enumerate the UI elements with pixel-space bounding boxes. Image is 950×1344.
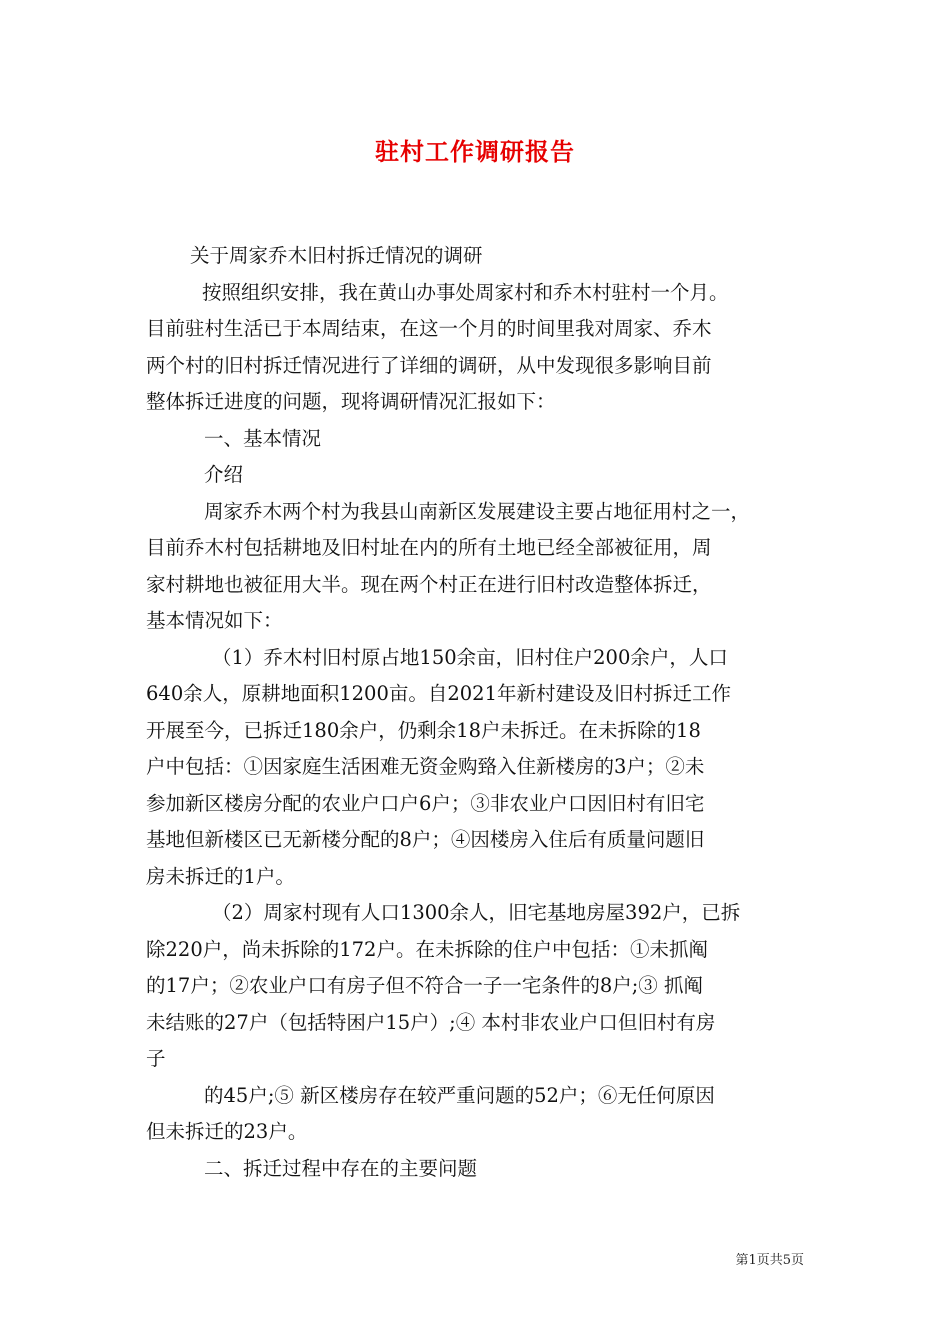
document-body [146, 238, 826, 1187]
paragraph-line: 户中包括：①因家庭生活困难无资金购臵入住新楼房的3户；②未 [146, 755, 705, 778]
paragraph-line: 按照组织安排，我在黄山办事处周家村和乔木村驻村一个月。 [202, 280, 729, 304]
paragraph-line: 除220户，尚未拆除的172户。在未拆除的住户中包括：①未抓阄 [146, 937, 708, 961]
paragraph-line: 开展至今，已拆迁180余户，仍剩余18户未拆迁。在未拆除的18 [146, 718, 701, 742]
paragraph-line: 未结账的27户（包括特困户15户）;④ 本村非农业户口但旧村有房 [146, 1010, 716, 1034]
paragraph-line: （1）乔木村旧村原占地150余亩，旧村住户200余户，人口 [212, 645, 728, 669]
paragraph-line: 房未拆迁的1户。 [146, 864, 295, 888]
section-heading: 一、基本情况 [204, 426, 322, 450]
paragraph-line: 但未拆迁的23户。 [146, 1120, 308, 1143]
paragraph-line: 两个村的旧村拆迁情况进行了详细的调研，从中发现很多影响目前 [146, 353, 712, 377]
page-number: 第1页共5页 [735, 1253, 804, 1268]
paragraph-line: （2）周家村现有人口1300余人，旧宅基地房屋392户，已拆 [212, 901, 741, 924]
paragraph-line: 的45户;⑤ 新区楼房存在较严重问题的52户；⑥无任何原因 [204, 1083, 715, 1107]
paragraph-line: 周家乔木两个村为我县山南新区发展建设主要占地征用村之一， [204, 499, 751, 523]
document-title: 驻村工作调研报告 [375, 137, 575, 166]
paragraph-line: 目前乔木村包括耕地及旧村址在内的所有土地已经全部被征用，周 [146, 536, 712, 559]
paragraph-line: 640余人，原耕地面积1200亩。自2021年新村建设及旧村拆迁工作 [146, 682, 731, 705]
paragraph-line: 基地但新楼区已无新楼分配的8户；④因楼房入住后有质量问题旧 [146, 828, 705, 851]
paragraph-line: 的17户；②农业户口有房子但不符合一子一宅条件的8户;③ 抓阄 [146, 974, 703, 997]
paragraph-line: 参加新区楼房分配的农业户口户6户；③非农业户口因旧村有旧宅 [146, 791, 705, 815]
subtitle-line: 关于周家乔木旧村拆迁情况的调研 [190, 244, 483, 267]
paragraph-line: 整体拆迁进度的问题，现将调研情况汇报如下： [146, 390, 556, 413]
section-heading: 介绍 [204, 463, 244, 486]
paragraph-line: 家村耕地也被征用大半。现在两个村正在进行旧村改造整体拆迁， [146, 572, 712, 596]
paragraph-line: 子 [146, 1047, 166, 1070]
paragraph-line: 基本情况如下： [146, 609, 283, 632]
section-heading: 二、拆迁过程中存在的主要问题 [204, 1156, 478, 1180]
paragraph-line: 目前驻村生活已于本周结束，在这一个月的时间里我对周家、乔木 [146, 317, 712, 340]
